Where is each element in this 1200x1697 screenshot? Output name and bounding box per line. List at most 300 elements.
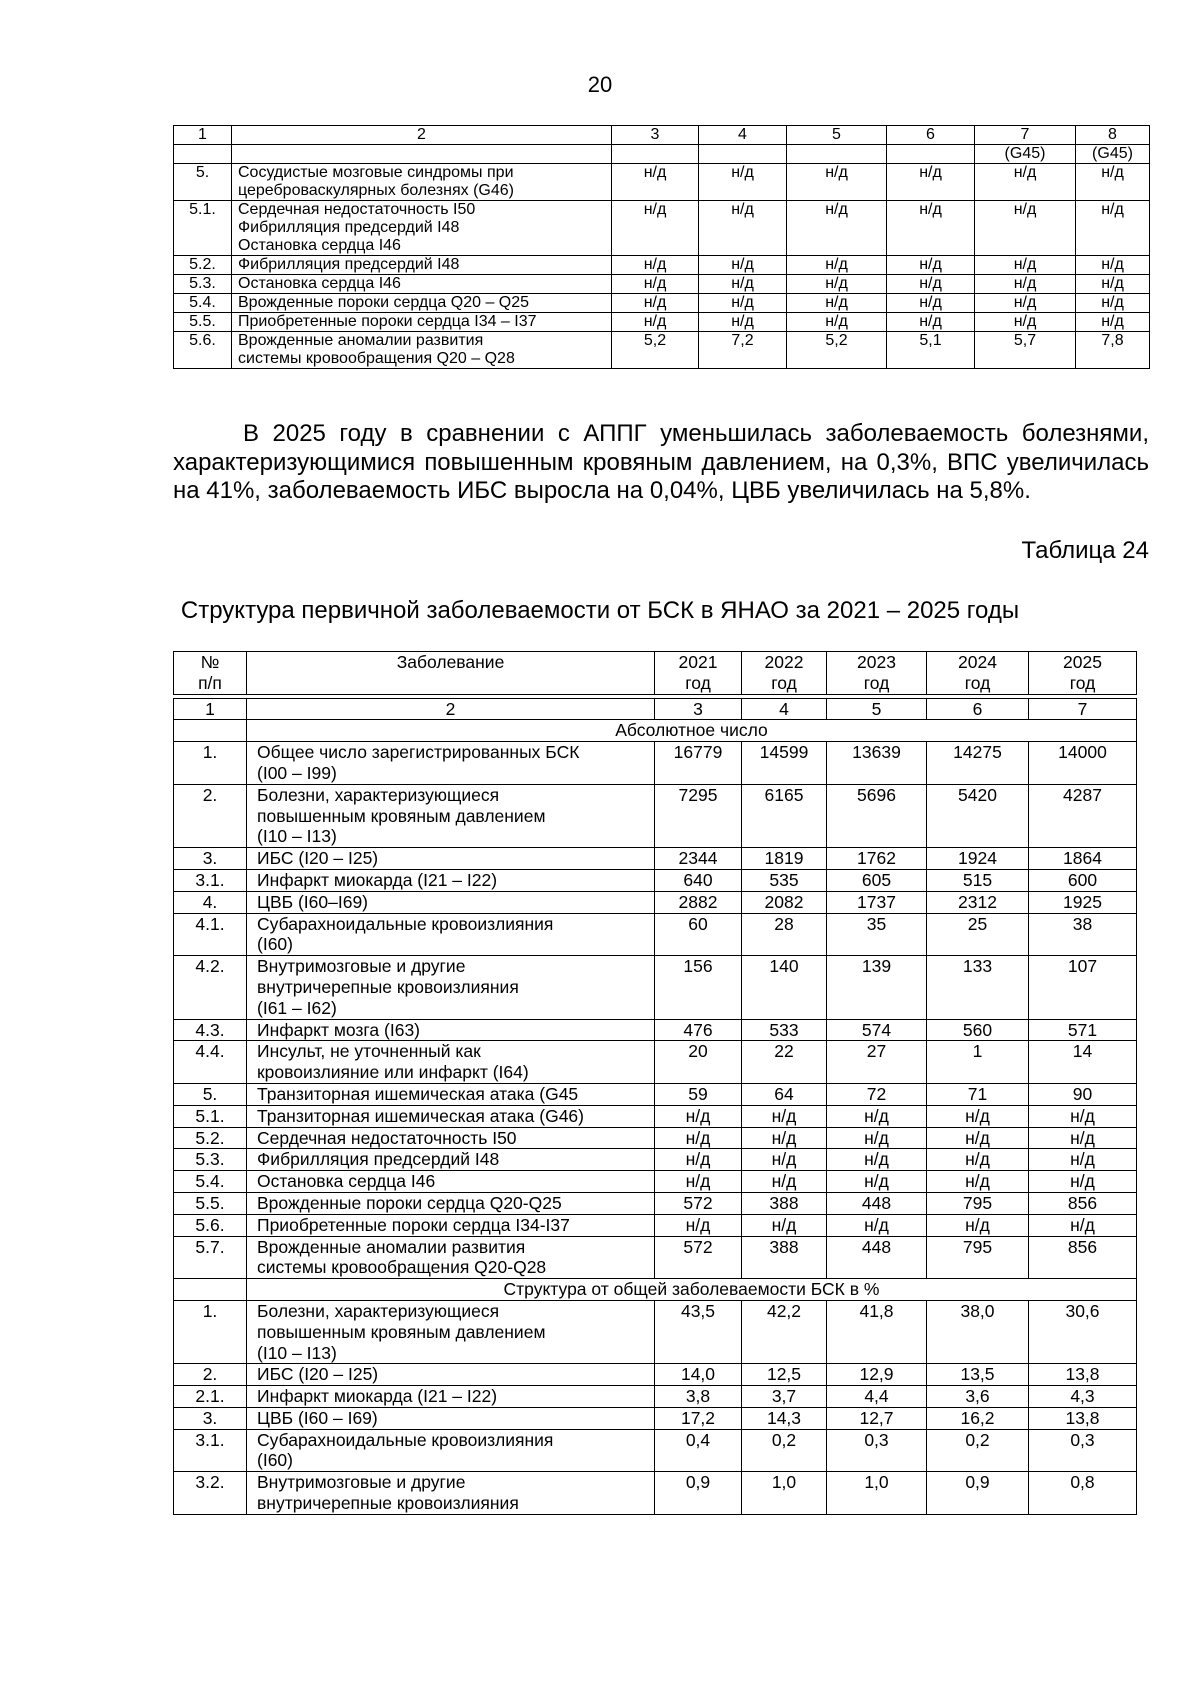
value-cell: н/д — [699, 294, 787, 313]
table-row — [174, 1083, 1137, 1105]
row-name — [247, 891, 655, 913]
row-name — [247, 1300, 655, 1363]
value-cell: 0,9 — [655, 1472, 742, 1515]
row-number: 5.4. — [174, 294, 232, 313]
value-cell: 535 — [742, 869, 827, 891]
value-cell: 476 — [655, 1019, 742, 1041]
value-cell: н/д — [655, 1127, 742, 1149]
value-cell: 605 — [827, 869, 927, 891]
value-cell: 3,8 — [655, 1386, 742, 1408]
value-cell: 22 — [742, 1041, 827, 1084]
row-number: 5.6. — [174, 1214, 247, 1236]
text-line: Врожденные пороки сердца Q20-Q25 — [257, 1192, 562, 1213]
value-cell: 2882 — [655, 891, 742, 913]
value-cell: н/д — [1029, 1127, 1137, 1149]
value-cell: 28 — [742, 913, 827, 956]
value-cell: н/д — [699, 313, 787, 332]
table-row — [174, 1407, 1137, 1429]
value-cell: н/д — [699, 164, 787, 201]
row-number: 4.3. — [174, 1019, 247, 1041]
text-line: Сердечная недостаточность I50 — [238, 201, 476, 218]
value-cell: 856 — [1029, 1192, 1137, 1214]
row-name — [232, 275, 612, 294]
header-year-cell — [927, 652, 1029, 695]
section-header-row — [174, 1279, 1137, 1301]
value-cell: н/д — [827, 1127, 927, 1149]
value-cell: н/д — [787, 313, 887, 332]
column-number-cell: 1 — [174, 698, 247, 720]
text-line: системы кровообращения Q20 – Q28 — [238, 350, 515, 367]
value-cell: 5,2 — [787, 332, 887, 369]
row-number: 5.3. — [174, 1149, 247, 1171]
value-cell: 12,7 — [827, 1407, 927, 1429]
row-name — [247, 1214, 655, 1236]
text-line: Врожденные аномалии развития — [257, 1236, 526, 1257]
text-line: Инсульт, не уточненный как — [257, 1041, 481, 1062]
value-cell: 560 — [927, 1019, 1029, 1041]
table-row — [174, 913, 1137, 956]
text-line: Транзиторная ишемическая атака (G45 — [257, 1083, 579, 1104]
row-name — [247, 1429, 655, 1472]
table-row — [174, 1019, 1137, 1041]
value-cell: н/д — [612, 201, 699, 256]
row-name — [232, 201, 612, 256]
row-number: 5.4. — [174, 1171, 247, 1193]
value-cell: н/д — [827, 1214, 927, 1236]
value-cell: 20 — [655, 1041, 742, 1084]
subheader-cell: (G45) — [975, 145, 1076, 164]
subheader-cell — [699, 145, 787, 164]
continued-table — [173, 125, 1150, 369]
row-name — [247, 956, 655, 1019]
value-cell: н/д — [612, 256, 699, 275]
column-number-cell: 5 — [787, 126, 887, 145]
value-cell: 5420 — [927, 784, 1029, 847]
value-cell: 140 — [742, 956, 827, 1019]
value-cell: н/д — [742, 1105, 827, 1127]
column-number-cell: 3 — [612, 126, 699, 145]
value-cell: 572 — [655, 1192, 742, 1214]
table-row — [174, 1429, 1137, 1472]
value-cell: 571 — [1029, 1019, 1137, 1041]
value-cell: 14,0 — [655, 1364, 742, 1386]
row-number: 5.2. — [174, 1127, 247, 1149]
text-line: (I10 – I13) — [257, 826, 337, 847]
text-line: цереброваскулярных болезнях (G46) — [238, 182, 514, 199]
row-name — [247, 784, 655, 847]
subheader-cell — [887, 145, 975, 164]
row-name — [232, 294, 612, 313]
value-cell: н/д — [827, 1105, 927, 1127]
text-line: год — [771, 672, 797, 693]
value-cell: 16779 — [655, 742, 742, 785]
text-line: повышенным кровяным давлением — [257, 1321, 546, 1342]
value-cell: 1925 — [1029, 891, 1137, 913]
value-cell: н/д — [1029, 1105, 1137, 1127]
row-name — [247, 1407, 655, 1429]
text-line: Инфаркт миокарда (I21 – I22) — [257, 1386, 498, 1407]
text-line: (I61 – I62) — [257, 997, 337, 1018]
value-cell: н/д — [787, 275, 887, 294]
row-number: 3.2. — [174, 1472, 247, 1515]
row-number: 1. — [174, 742, 247, 785]
row-number: 3. — [174, 848, 247, 870]
header-row — [174, 652, 1137, 695]
value-cell: 14,3 — [742, 1407, 827, 1429]
value-cell: 0,2 — [927, 1429, 1029, 1472]
value-cell: 1,0 — [742, 1472, 827, 1515]
text-line: Сосудистые мозговые синдромы при — [238, 164, 514, 181]
row-number: 4. — [174, 891, 247, 913]
text-line: Внутримозговые и другие — [257, 1472, 466, 1493]
table-row — [174, 294, 1150, 313]
text-line: Инфаркт миокарда (I21 – I22) — [257, 869, 498, 890]
value-cell: 41,8 — [827, 1300, 927, 1363]
value-cell: 14000 — [1029, 742, 1137, 785]
text-line: Врожденные аномалии развития — [238, 332, 484, 349]
row-name — [247, 913, 655, 956]
value-cell: н/д — [1029, 1214, 1137, 1236]
row-name — [247, 1149, 655, 1171]
text-line: Сердечная недостаточность I50 — [257, 1127, 517, 1148]
value-cell: н/д — [975, 275, 1076, 294]
value-cell: н/д — [887, 275, 975, 294]
value-cell: 7,2 — [699, 332, 787, 369]
value-cell: н/д — [742, 1149, 827, 1171]
value-cell: н/д — [827, 1171, 927, 1193]
value-cell: 388 — [742, 1192, 827, 1214]
value-cell: н/д — [927, 1214, 1029, 1236]
text-line: (I60) — [257, 934, 293, 955]
text-line: внутричерепные кровоизлияния — [257, 1493, 519, 1514]
row-name — [247, 1105, 655, 1127]
row-name — [247, 1041, 655, 1084]
value-cell: н/д — [787, 256, 887, 275]
row-number: 5. — [174, 164, 232, 201]
value-cell: 0,8 — [1029, 1472, 1137, 1515]
value-cell: 64 — [742, 1083, 827, 1105]
row-number: 5.1. — [174, 1105, 247, 1127]
table-row — [174, 332, 1150, 369]
morbidity-structure-table — [173, 651, 1137, 1515]
value-cell: н/д — [612, 164, 699, 201]
text-line: Болезни, характеризующиеся — [257, 1300, 500, 1321]
summary-paragraph — [173, 420, 1149, 506]
row-number: 4.2. — [174, 956, 247, 1019]
value-cell: 5,7 — [975, 332, 1076, 369]
value-cell: 2344 — [655, 848, 742, 870]
subheader-cell: (G45) — [1076, 145, 1150, 164]
column-number-cell: 8 — [1076, 126, 1150, 145]
value-cell: н/д — [927, 1105, 1029, 1127]
value-cell: н/д — [975, 256, 1076, 275]
column-number-cell: 7 — [1029, 698, 1137, 720]
value-cell: 133 — [927, 956, 1029, 1019]
header-year-cell — [742, 652, 827, 695]
value-cell: 2082 — [742, 891, 827, 913]
row-number: 5.2. — [174, 256, 232, 275]
row-name — [247, 1236, 655, 1279]
value-cell: 59 — [655, 1083, 742, 1105]
section-title: Структура от общей заболеваемости БСК в % — [247, 1279, 1137, 1301]
value-cell: 533 — [742, 1019, 827, 1041]
value-cell: н/д — [655, 1214, 742, 1236]
value-cell: 572 — [655, 1236, 742, 1279]
table-row — [174, 1214, 1137, 1236]
value-cell: н/д — [1029, 1149, 1137, 1171]
value-cell: 515 — [927, 869, 1029, 891]
table-row — [174, 1171, 1137, 1193]
text-line: № — [200, 652, 220, 672]
value-cell: 71 — [927, 1083, 1029, 1105]
table-label: Таблица 24 — [1021, 537, 1149, 564]
row-number: 1. — [174, 1300, 247, 1363]
text-line: Остановка сердца I46 — [238, 275, 401, 292]
value-cell: н/д — [887, 294, 975, 313]
value-cell: н/д — [1076, 294, 1150, 313]
text-line: внутричерепные кровоизлияния — [257, 976, 519, 997]
row-name — [247, 1019, 655, 1041]
value-cell: 640 — [655, 869, 742, 891]
row-name — [232, 164, 612, 201]
value-cell: 0,4 — [655, 1429, 742, 1472]
text-line: 2023 — [857, 652, 896, 672]
subheader-cell — [232, 145, 612, 164]
value-cell: 12,5 — [742, 1364, 827, 1386]
table-row — [174, 1192, 1137, 1214]
subheader-cell — [174, 145, 232, 164]
text-line: Болезни, характеризующиеся — [257, 784, 500, 805]
text-line: ИБС (I20 – I25) — [257, 848, 379, 869]
text-line: Инфаркт мозга (I63) — [257, 1019, 421, 1040]
value-cell: 14599 — [742, 742, 827, 785]
row-name — [247, 1127, 655, 1149]
value-cell: 6165 — [742, 784, 827, 847]
value-cell: н/д — [975, 164, 1076, 201]
value-cell: 156 — [655, 956, 742, 1019]
value-cell: н/д — [699, 256, 787, 275]
value-cell: 448 — [827, 1192, 927, 1214]
value-cell: 13,8 — [1029, 1407, 1137, 1429]
value-cell: 13,5 — [927, 1364, 1029, 1386]
value-cell: 5,2 — [612, 332, 699, 369]
text-line: (I60) — [257, 1450, 293, 1471]
row-name — [247, 1171, 655, 1193]
row-name — [247, 1083, 655, 1105]
value-cell: 574 — [827, 1019, 927, 1041]
row-number: 2.1. — [174, 1386, 247, 1408]
value-cell: н/д — [975, 313, 1076, 332]
value-cell: 600 — [1029, 869, 1137, 891]
column-number-cell: 2 — [232, 126, 612, 145]
text-line: (I10 – I13) — [257, 1342, 337, 1363]
header-year-cell — [1029, 652, 1137, 695]
row-number: 3.1. — [174, 1429, 247, 1472]
text-line: 2024 — [958, 652, 997, 672]
value-cell: 13,8 — [1029, 1364, 1137, 1386]
value-cell: н/д — [975, 201, 1076, 256]
value-cell: 1737 — [827, 891, 927, 913]
table-row — [174, 1149, 1137, 1171]
header-num-cell — [174, 652, 247, 695]
subheader-cell — [787, 145, 887, 164]
text-line: 2022 — [764, 652, 804, 672]
column-number-cell: 6 — [927, 698, 1029, 720]
value-cell: н/д — [612, 313, 699, 332]
row-name — [232, 332, 612, 369]
row-number: 2. — [174, 1364, 247, 1386]
table-row — [174, 1041, 1137, 1084]
text-line: год — [685, 672, 711, 693]
row-name — [247, 742, 655, 785]
text-line: (I00 – I99) — [257, 762, 337, 783]
text-line: Приобретенные пороки сердца I34 – I37 — [238, 313, 537, 330]
value-cell: н/д — [787, 294, 887, 313]
value-cell: н/д — [787, 164, 887, 201]
header-year-cell — [827, 652, 927, 695]
value-cell: 107 — [1029, 956, 1137, 1019]
table-row — [174, 784, 1137, 847]
value-cell: 25 — [927, 913, 1029, 956]
value-cell: 388 — [742, 1236, 827, 1279]
value-cell: н/д — [742, 1171, 827, 1193]
page-number: 20 — [587, 72, 613, 97]
text-line: год — [964, 672, 991, 693]
table-row — [174, 1386, 1137, 1408]
value-cell: н/д — [927, 1127, 1029, 1149]
row-number: 5.7. — [174, 1236, 247, 1279]
row-name — [247, 1192, 655, 1214]
column-number-cell: 4 — [699, 126, 787, 145]
value-cell: 13639 — [827, 742, 927, 785]
subheader-row — [174, 145, 1150, 164]
value-cell: 0,3 — [827, 1429, 927, 1472]
value-cell: 38,0 — [927, 1300, 1029, 1363]
column-number-cell: 6 — [887, 126, 975, 145]
text-line: Остановка сердца I46 — [238, 237, 401, 254]
value-cell: н/д — [887, 201, 975, 256]
section-title: Абсолютное число — [247, 720, 1137, 742]
column-number-cell: 1 — [174, 126, 232, 145]
row-number: 5.5. — [174, 1192, 247, 1214]
text-line: ИБС (I20 – I25) — [257, 1364, 379, 1385]
value-cell: н/д — [827, 1149, 927, 1171]
text-line: Фибрилляция предсердий I48 — [238, 256, 460, 273]
value-cell: 35 — [827, 913, 927, 956]
text-line: Субарахноидальные кровоизлияния — [257, 1429, 554, 1450]
text-line: кровоизлияние или инфаркт (I64) — [257, 1062, 529, 1083]
row-number: 5.5. — [174, 313, 232, 332]
value-cell: 448 — [827, 1236, 927, 1279]
table-row — [174, 256, 1150, 275]
column-number-cell: 4 — [742, 698, 827, 720]
value-cell: 5,1 — [887, 332, 975, 369]
value-cell: 27 — [827, 1041, 927, 1084]
value-cell: н/д — [787, 201, 887, 256]
column-number-cell: 3 — [655, 698, 742, 720]
text-line: 2021 — [678, 652, 718, 672]
value-cell: 17,2 — [655, 1407, 742, 1429]
column-number-cell: 2 — [247, 698, 655, 720]
numbering-row — [174, 698, 1137, 720]
text-line: п/п — [198, 672, 222, 693]
value-cell: н/д — [887, 164, 975, 201]
row-number: 4.1. — [174, 913, 247, 956]
value-cell: 5696 — [827, 784, 927, 847]
table-row — [174, 956, 1137, 1019]
text-line: системы кровообращения Q20-Q28 — [257, 1257, 547, 1278]
table-row — [174, 891, 1137, 913]
value-cell: н/д — [1076, 164, 1150, 201]
row-number: 5.3. — [174, 275, 232, 294]
value-cell: 1924 — [927, 848, 1029, 870]
column-number-cell: 5 — [827, 698, 927, 720]
row-name — [247, 1364, 655, 1386]
value-cell: 1 — [927, 1041, 1029, 1084]
row-number: 3.1. — [174, 869, 247, 891]
text-line: Фибрилляция предсердий I48 — [238, 219, 460, 236]
table-row — [174, 275, 1150, 294]
row-name — [247, 1472, 655, 1515]
text-line: Остановка сердца I46 — [257, 1171, 436, 1192]
value-cell: 60 — [655, 913, 742, 956]
value-cell: н/д — [612, 275, 699, 294]
header-name-cell: Заболевание — [247, 652, 655, 695]
text-line: ЦВБ (I60–I69) — [257, 891, 369, 912]
row-number: 2. — [174, 784, 247, 847]
value-cell: 38 — [1029, 913, 1137, 956]
value-cell: н/д — [612, 294, 699, 313]
row-number: 5.1. — [174, 201, 232, 256]
value-cell: н/д — [1076, 313, 1150, 332]
value-cell: 0,9 — [927, 1472, 1029, 1515]
text-line: год — [863, 672, 890, 693]
value-cell: 7,8 — [1076, 332, 1150, 369]
text-line: год — [1069, 672, 1096, 693]
summary-text: В 2025 году в сравнении с АППГ уменьшилась заболеваемость болезнями, характеризующимися повышенным кровяным давлением, на 0,3%, ВПС увеличилась на 41%, заболеваемость ИБС выросла на 0,04%, ЦВБ увеличилась на 5,8%. — [173, 420, 1149, 504]
value-cell: н/д — [742, 1214, 827, 1236]
value-cell: 43,5 — [655, 1300, 742, 1363]
text-line: Фибрилляция предсердий I48 — [257, 1149, 500, 1170]
table-row — [174, 1364, 1137, 1386]
text-line: Общее число зарегистрированных БСК — [257, 742, 580, 763]
row-number: 5. — [174, 1083, 247, 1105]
value-cell: н/д — [1076, 275, 1150, 294]
value-cell: н/д — [887, 313, 975, 332]
value-cell: 4,4 — [827, 1386, 927, 1408]
text-line: Приобретенные пороки сердца I34-I37 — [257, 1214, 570, 1235]
table-row — [174, 1472, 1137, 1515]
value-cell: н/д — [699, 201, 787, 256]
value-cell: 3,6 — [927, 1386, 1029, 1408]
value-cell: 2312 — [927, 891, 1029, 913]
section-empty-cell — [174, 720, 247, 742]
table-row — [174, 1236, 1137, 1279]
row-name — [247, 869, 655, 891]
column-number-cell: 7 — [975, 126, 1076, 145]
value-cell: 0,2 — [742, 1429, 827, 1472]
value-cell: н/д — [655, 1149, 742, 1171]
value-cell: н/д — [975, 294, 1076, 313]
value-cell: 1,0 — [827, 1472, 927, 1515]
table-row — [174, 313, 1150, 332]
value-cell: н/д — [927, 1149, 1029, 1171]
table-row — [174, 201, 1150, 256]
table-row — [174, 848, 1137, 870]
header-year-cell — [655, 652, 742, 695]
section-empty-cell — [174, 1279, 247, 1301]
value-cell: 139 — [827, 956, 927, 1019]
